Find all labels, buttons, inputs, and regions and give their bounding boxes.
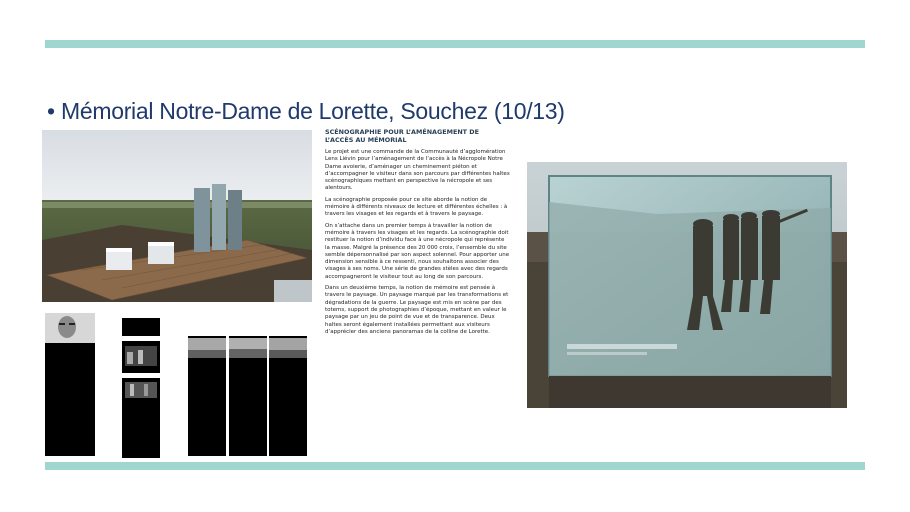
article-heading-line2: L’ACCÈS AU MÉMORIAL xyxy=(325,136,407,144)
panorama-stele-thumbnail-1 xyxy=(188,336,226,456)
narrow-stele-thumbnail xyxy=(122,318,160,458)
glass-panel-soldiers-photo xyxy=(527,162,847,408)
slide-title xyxy=(47,98,847,125)
article-heading xyxy=(325,128,510,144)
title-bullet: • xyxy=(47,98,55,124)
panorama-stele-thumbnail-2 xyxy=(229,336,267,456)
article-text-column xyxy=(325,128,510,340)
memorial-stele-photo xyxy=(42,130,312,302)
article-paragraph: Dans un deuxième temps, la notion de mémoire est pensée à travers le paysage. Un paysage marqué par les transformations et dégradations de la guerre. Le paysage est mis en scène par des totems, support de photographies d’époque, mettant en valeur le paysage par un jeu de point de vue et de transparence. Deux haltes seront également installées permettant aux visiteurs d’apprécier des anciens panoramas de la colline de Lorette. xyxy=(325,285,509,335)
portrait-stele-thumbnail xyxy=(45,313,95,456)
panorama-stele-thumbnail-3 xyxy=(269,336,307,456)
article-paragraph: La scénographie proposée pour ce site aborde la notion de mémoire à différents niveaux de lecture et différentes échelles : à travers les visages et les regards et à travers le paysage. xyxy=(325,196,508,218)
title-text: Mémorial Notre-Dame de Lorette, Souchez (10/13) xyxy=(61,98,565,124)
top-accent-bar xyxy=(45,40,865,48)
article-heading-line1: SCÉNOGRAPHIE POUR L’AMÉNAGEMENT DE xyxy=(325,128,479,136)
article-paragraph: On s’attache dans un premier temps à travailler la notion de mémoire à travers les visages et les regards. La scénographie doit restituer la notion d’individu face à une nécropole qui représente la masse. Malgré la présence des 20 000 croix, l’ensemble du site semble dépersonnalisé par son aspect solennel. Pour apporter une dimension sensible à ce ressenti, nous souhaitons associer des visages à ses noms. Une série de grandes stèles avec des regards accompagneront le visiteur tout au long de son parcours. xyxy=(325,222,510,280)
article-paragraph: Le projet est une commande de la Communauté d’agglomération Lens Liévin pour l’aménagement de l’accès à la Nécropole Notre Dame avoierie, d’aménager un cheminement piéton et d’accompagner le visiteur dans son parcours par différentes haltes scénographiques mettant en perspective la nécropole et ses alentours. xyxy=(325,149,510,192)
bottom-accent-bar xyxy=(45,462,865,470)
